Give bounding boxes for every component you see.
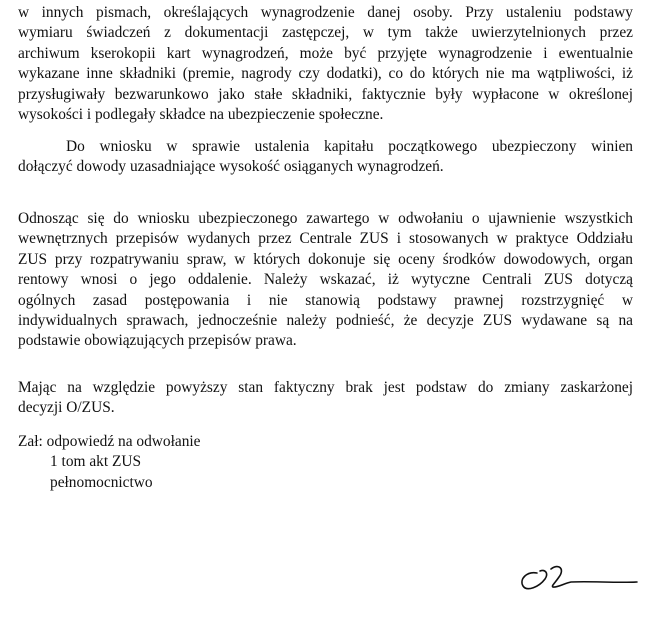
handwritten-signature — [515, 555, 640, 595]
text-line: przysługiwały bezwarunkowo jako stałe składniki, faktycznie były wypłacone w określonej — [18, 85, 633, 103]
text-line: dołączyć dowody uzasadniające wysokość osiąganych wynagrodzeń. — [18, 158, 444, 176]
enclosure-item: odpowiedź na odwołanie — [46, 433, 201, 450]
text-line: decyzji O/ZUS. — [18, 399, 115, 417]
text-line: rentowy wnosi o jego oddalenie. Należy wskazać, iż wytyczne Centrali ZUS dotyczą — [18, 271, 633, 289]
text-line: wewnętrznych przepisów wydanych przez Centrale ZUS i stosowanych w praktyce Oddziału — [18, 230, 633, 248]
text-line: archiwum kserokopii kart wynagrodzeń, może być przyjęte wynagrodzenie i ewentualnie — [18, 44, 633, 62]
text-line: podstawie obowiązujących przepisów prawa. — [18, 332, 297, 350]
text-line: ZUS przy rozpatrywaniu spraw, w których dokonuje się oceny środków dowodowych, organ — [18, 250, 633, 268]
text-line: wykazane inne składniki (premie, nagrody czy dodatki), co do których nie ma wątpliwości, iż — [18, 65, 633, 83]
enclosure-first-line — [18, 432, 201, 452]
paragraph-2 — [18, 137, 633, 178]
enclosure-item: pełnomocnictwo — [50, 473, 153, 491]
enclosures-label: Zał: — [18, 433, 43, 450]
text-line: wymiaru świadczeń z dokumentacji zastępczej, w tym także uwierzytelnionych przez — [18, 24, 633, 42]
text-line: w innych pismach, określających wynagrodzenie danej osoby. Przy ustaleniu podstawy — [18, 4, 633, 21]
text-line: Do wniosku w sprawie ustalenia kapitału początkowego ubezpieczony winien — [66, 138, 633, 155]
text-line: ogólnych zasad postępowania i nie stanowią podstawy prawnej rozstrzygnięć w — [18, 291, 633, 309]
enclosures — [18, 432, 201, 493]
text-line: Mając na względzie powyższy stan faktyczny brak jest podstaw do zmiany zaskarżonej — [18, 379, 633, 396]
enclosure-item: 1 tom akt ZUS — [50, 453, 142, 471]
text-line: Odnosząc się do wniosku ubezpieczonego zawartego w odwołaniu o ujawnienie wszystkich — [18, 210, 633, 227]
text-line: wysokości i podlegały składce na ubezpieczenie społeczne. — [18, 106, 384, 124]
paragraph-1 — [18, 3, 633, 125]
paragraph-3 — [18, 209, 633, 352]
text-line: indywidualnych sprawach, jednocześnie należy podnieść, że decyzje ZUS wydawane są na — [18, 312, 633, 330]
paragraph-4 — [18, 378, 633, 419]
